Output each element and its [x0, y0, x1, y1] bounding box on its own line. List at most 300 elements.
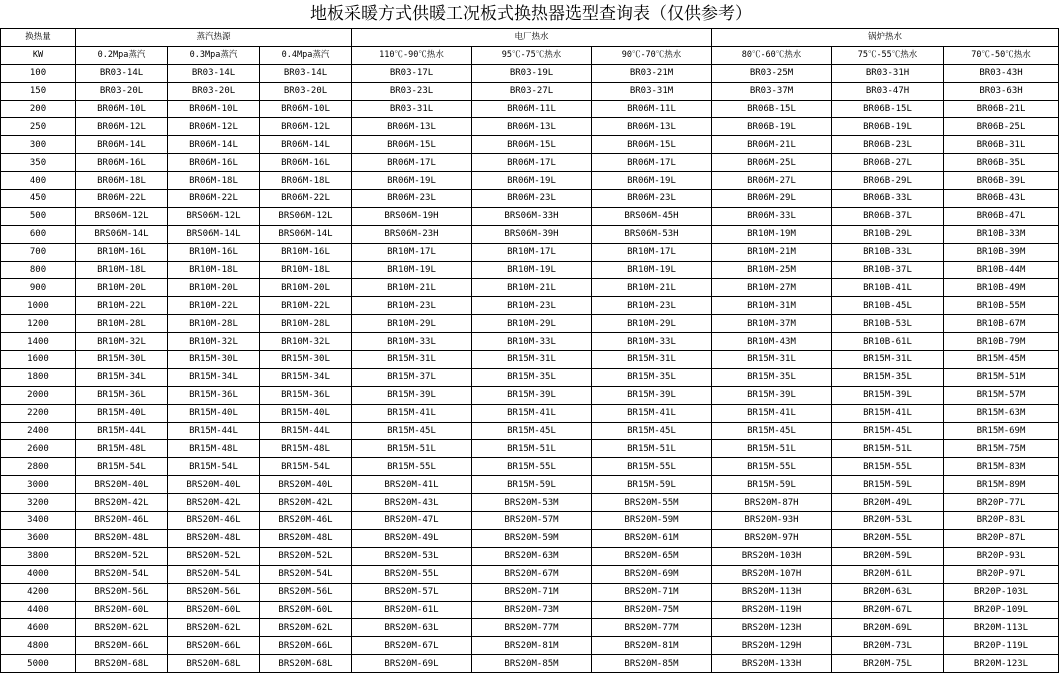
model-cell: BRS20M-57L	[352, 583, 472, 601]
model-cell: BR10M-21M	[712, 243, 832, 261]
model-cell: BRS20M-66L	[168, 637, 260, 655]
model-cell: BRS20M-85M	[472, 655, 592, 673]
model-cell: BR06M-21L	[712, 136, 832, 154]
model-cell: BR15M-34L	[260, 368, 352, 386]
heat-load-cell: 3200	[1, 494, 76, 512]
table-row	[1, 225, 1059, 243]
model-cell: BRS20M-62L	[260, 619, 352, 637]
model-cell: BR15M-31L	[832, 351, 944, 369]
model-cell: BR10B-67M	[944, 315, 1059, 333]
model-cell: BRS20M-103H	[712, 547, 832, 565]
heat-load-cell: 300	[1, 136, 76, 154]
model-cell: BRS20M-56L	[168, 583, 260, 601]
model-cell: BRS20M-53L	[352, 547, 472, 565]
model-cell: BR06B-19L	[832, 118, 944, 136]
model-cell: BRS20M-42L	[168, 494, 260, 512]
heat-load-cell: 4200	[1, 583, 76, 601]
model-cell: BRS20M-71M	[592, 583, 712, 601]
model-cell: BRS20M-60L	[76, 601, 168, 619]
model-cell: BRS20M-133H	[712, 655, 832, 673]
table-row	[1, 315, 1059, 333]
model-cell: BR10M-29L	[592, 315, 712, 333]
table-row	[1, 82, 1059, 100]
model-cell: BR10M-18L	[76, 261, 168, 279]
model-cell: BR15M-55L	[832, 458, 944, 476]
model-cell: BR10M-29L	[472, 315, 592, 333]
model-cell: BRS20M-77M	[472, 619, 592, 637]
heat-load-cell: 3600	[1, 529, 76, 547]
column-header-row	[1, 46, 1059, 64]
model-cell: BR15M-51M	[944, 368, 1059, 386]
model-cell: BR10B-29L	[832, 225, 944, 243]
heat-load-cell: 250	[1, 118, 76, 136]
model-cell: BR06B-35L	[944, 154, 1059, 172]
table-row	[1, 458, 1059, 476]
model-cell: BRS20M-42L	[76, 494, 168, 512]
table-row	[1, 386, 1059, 404]
model-cell: BR06M-27L	[712, 172, 832, 190]
model-cell: BR20M-55L	[832, 529, 944, 547]
heat-load-cell: 700	[1, 243, 76, 261]
model-cell: BRS20M-87H	[712, 494, 832, 512]
table-row	[1, 476, 1059, 494]
group-header-row	[1, 29, 1059, 47]
model-cell: BRS20M-81M	[592, 637, 712, 655]
model-cell: BR15M-59L	[832, 476, 944, 494]
model-cell: BR03-23L	[352, 82, 472, 100]
model-cell: BR06M-15L	[352, 136, 472, 154]
model-cell: BR06B-23L	[832, 136, 944, 154]
model-cell: BR06B-43L	[944, 190, 1059, 208]
model-cell: BR10B-49M	[944, 279, 1059, 297]
model-cell: BR06B-19L	[712, 118, 832, 136]
model-cell: BR06M-17L	[592, 154, 712, 172]
table-row	[1, 494, 1059, 512]
model-cell: BR20P-119L	[944, 637, 1059, 655]
model-cell: BR06M-13L	[472, 118, 592, 136]
model-cell: BR06M-19L	[592, 172, 712, 190]
heat-load-cell: 400	[1, 172, 76, 190]
model-cell: BR15M-45L	[832, 422, 944, 440]
model-cell: BRS06M-53H	[592, 225, 712, 243]
table-row	[1, 529, 1059, 547]
heat-load-cell: 350	[1, 154, 76, 172]
model-cell: BR10B-79M	[944, 333, 1059, 351]
unit-header-cell: KW	[1, 46, 76, 64]
model-cell: BRS20M-56L	[260, 583, 352, 601]
heat-load-cell: 2800	[1, 458, 76, 476]
model-cell: BR06B-27L	[832, 154, 944, 172]
model-cell: BR06B-15L	[832, 100, 944, 118]
model-cell: BRS20M-93H	[712, 512, 832, 530]
model-cell: BRS20M-40L	[168, 476, 260, 494]
model-cell: BR20M-73L	[832, 637, 944, 655]
model-cell: BRS20M-49L	[352, 529, 472, 547]
model-cell: BR15M-35L	[832, 368, 944, 386]
model-cell: BRS20M-59M	[472, 529, 592, 547]
model-cell: BR06M-11L	[472, 100, 592, 118]
model-cell: BR03-43H	[944, 64, 1059, 82]
model-cell: BR03-20L	[76, 82, 168, 100]
model-cell: BR10M-27M	[712, 279, 832, 297]
table-row	[1, 207, 1059, 225]
column-header: 70℃-50℃热水	[944, 46, 1059, 64]
heat-load-cell: 450	[1, 190, 76, 208]
heat-load-cell: 200	[1, 100, 76, 118]
table-row	[1, 565, 1059, 583]
model-cell: BR15M-44L	[76, 422, 168, 440]
heat-load-cell: 150	[1, 82, 76, 100]
heat-load-cell: 800	[1, 261, 76, 279]
heat-load-cell: 1000	[1, 297, 76, 315]
model-cell: BR10M-32L	[260, 333, 352, 351]
model-cell: BR03-14L	[260, 64, 352, 82]
model-cell: BR15M-45L	[712, 422, 832, 440]
model-cell: BR15M-41L	[472, 404, 592, 422]
model-cell: BR06M-19L	[472, 172, 592, 190]
model-cell: BR10M-16L	[168, 243, 260, 261]
model-cell: BRS06M-19H	[352, 207, 472, 225]
model-cell: BR06M-29L	[712, 190, 832, 208]
model-cell: BR15M-39L	[592, 386, 712, 404]
model-cell: BRS20M-63M	[472, 547, 592, 565]
heat-load-cell: 4000	[1, 565, 76, 583]
model-cell: BR15M-40L	[76, 404, 168, 422]
model-cell: BR06M-23L	[352, 190, 472, 208]
model-cell: BR15M-54L	[168, 458, 260, 476]
model-cell: BR06B-21L	[944, 100, 1059, 118]
model-cell: BRS20M-129H	[712, 637, 832, 655]
model-cell: BR15M-30L	[168, 351, 260, 369]
model-cell: BRS20M-123H	[712, 619, 832, 637]
model-cell: BR10M-20L	[260, 279, 352, 297]
model-cell: BR15M-31L	[472, 351, 592, 369]
model-cell: BRS06M-39H	[472, 225, 592, 243]
model-cell: BRS20M-57M	[472, 512, 592, 530]
model-cell: BRS20M-97H	[712, 529, 832, 547]
model-cell: BR10M-18L	[168, 261, 260, 279]
model-cell: BR10M-29L	[352, 315, 472, 333]
model-cell: BR10M-22L	[260, 297, 352, 315]
model-cell: BRS20M-54L	[76, 565, 168, 583]
heat-load-cell: 1400	[1, 333, 76, 351]
model-cell: BR10M-17L	[472, 243, 592, 261]
model-cell: BR10M-22L	[168, 297, 260, 315]
model-cell: BRS20M-60L	[168, 601, 260, 619]
model-cell: BR06M-10L	[168, 100, 260, 118]
model-cell: BR15M-37L	[352, 368, 472, 386]
model-cell: BR03-37M	[712, 82, 832, 100]
heat-load-cell: 100	[1, 64, 76, 82]
heat-load-cell: 3000	[1, 476, 76, 494]
model-cell: BR15M-51L	[712, 440, 832, 458]
heat-load-cell: 3800	[1, 547, 76, 565]
model-cell: BR15M-30L	[76, 351, 168, 369]
model-cell: BR10B-41L	[832, 279, 944, 297]
model-cell: BR15M-83M	[944, 458, 1059, 476]
column-header: 0.4Mpa蒸汽	[260, 46, 352, 64]
model-cell: BR03-25M	[712, 64, 832, 82]
model-cell: BR15M-40L	[168, 404, 260, 422]
model-cell: BR06M-18L	[168, 172, 260, 190]
group-steam-header: 蒸汽热源	[76, 29, 352, 47]
table-row	[1, 243, 1059, 261]
model-cell: BR10M-19L	[352, 261, 472, 279]
model-cell: BRS20M-52L	[168, 547, 260, 565]
table-row	[1, 118, 1059, 136]
table-row	[1, 297, 1059, 315]
model-cell: BR20M-53L	[832, 512, 944, 530]
heat-load-cell: 4400	[1, 601, 76, 619]
model-cell: BR06M-22L	[76, 190, 168, 208]
model-cell: BRS20M-54L	[260, 565, 352, 583]
model-cell: BRS20M-55L	[352, 565, 472, 583]
model-cell: BR06M-15L	[472, 136, 592, 154]
heat-load-cell: 2400	[1, 422, 76, 440]
heat-load-cell: 4800	[1, 637, 76, 655]
model-cell: BR15M-36L	[260, 386, 352, 404]
model-cell: BRS20M-46L	[168, 512, 260, 530]
model-cell: BRS20M-46L	[76, 512, 168, 530]
model-cell: BR15M-41L	[592, 404, 712, 422]
heat-load-cell: 5000	[1, 655, 76, 673]
model-cell: BR15M-34L	[168, 368, 260, 386]
model-cell: BRS20M-48L	[76, 529, 168, 547]
model-cell: BRS20M-71M	[472, 583, 592, 601]
model-cell: BRS20M-54L	[168, 565, 260, 583]
model-cell: BRS20M-69L	[352, 655, 472, 673]
table-row	[1, 136, 1059, 154]
model-cell: BR10B-53L	[832, 315, 944, 333]
model-cell: BRS20M-62L	[76, 619, 168, 637]
model-cell: BR03-20L	[260, 82, 352, 100]
model-cell: BRS20M-113H	[712, 583, 832, 601]
model-cell: BR06B-29L	[832, 172, 944, 190]
model-cell: BR03-20L	[168, 82, 260, 100]
model-cell: BRS20M-69M	[592, 565, 712, 583]
table-row	[1, 279, 1059, 297]
model-cell: BR10M-21L	[352, 279, 472, 297]
model-cell: BR15M-48L	[76, 440, 168, 458]
model-cell: BR20M-123L	[944, 655, 1059, 673]
model-cell: BR06M-16L	[260, 154, 352, 172]
model-cell: BR03-14L	[168, 64, 260, 82]
model-cell: BR20P-77L	[944, 494, 1059, 512]
model-cell: BR06M-10L	[260, 100, 352, 118]
model-cell: BRS20M-68L	[260, 655, 352, 673]
model-cell: BR15M-48L	[168, 440, 260, 458]
model-cell: BRS06M-33H	[472, 207, 592, 225]
model-cell: BR15M-35L	[472, 368, 592, 386]
model-cell: BRS20M-68L	[76, 655, 168, 673]
column-header: 0.3Mpa蒸汽	[168, 46, 260, 64]
model-cell: BRS06M-14L	[260, 225, 352, 243]
heat-load-cell: 1800	[1, 368, 76, 386]
model-cell: BR10M-19L	[592, 261, 712, 279]
model-cell: BRS06M-23H	[352, 225, 472, 243]
model-cell: BR20M-67L	[832, 601, 944, 619]
model-cell: BR15M-34L	[76, 368, 168, 386]
model-cell: BR06B-31L	[944, 136, 1059, 154]
model-cell: BR06B-47L	[944, 207, 1059, 225]
model-cell: BRS20M-53M	[472, 494, 592, 512]
table-row	[1, 547, 1059, 565]
model-cell: BR10M-31M	[712, 297, 832, 315]
group-boiler-water-header: 锅炉热水	[712, 29, 1059, 47]
model-cell: BR20M-63L	[832, 583, 944, 601]
model-cell: BRS20M-75M	[592, 601, 712, 619]
table-row	[1, 512, 1059, 530]
model-cell: BR15M-51L	[472, 440, 592, 458]
model-cell: BR03-63H	[944, 82, 1059, 100]
model-cell: BR20M-59L	[832, 547, 944, 565]
model-cell: BR15M-57M	[944, 386, 1059, 404]
model-cell: BRS20M-52L	[260, 547, 352, 565]
model-cell: BRS20M-48L	[168, 529, 260, 547]
load-header-cell: 换热量	[1, 29, 76, 47]
model-cell: BR15M-51L	[592, 440, 712, 458]
heat-load-cell: 4600	[1, 619, 76, 637]
model-cell: BR06M-16L	[168, 154, 260, 172]
model-cell: BR20P-109L	[944, 601, 1059, 619]
model-cell: BR15M-51L	[832, 440, 944, 458]
heat-load-cell: 900	[1, 279, 76, 297]
model-cell: BR15M-41L	[832, 404, 944, 422]
table-row	[1, 655, 1059, 673]
model-cell: BR10M-32L	[168, 333, 260, 351]
model-cell: BR15M-36L	[168, 386, 260, 404]
model-cell: BR06M-12L	[76, 118, 168, 136]
model-cell: BR10M-20L	[76, 279, 168, 297]
model-cell: BRS20M-73M	[472, 601, 592, 619]
column-header: 75℃-55℃热水	[832, 46, 944, 64]
model-cell: BR15M-31L	[592, 351, 712, 369]
heat-load-cell: 1600	[1, 351, 76, 369]
table-row	[1, 583, 1059, 601]
model-cell: BR03-31H	[832, 64, 944, 82]
model-cell: BR06M-18L	[76, 172, 168, 190]
model-cell: BRS20M-41L	[352, 476, 472, 494]
model-cell: BRS20M-81M	[472, 637, 592, 655]
table-row	[1, 637, 1059, 655]
model-cell: BR10B-45L	[832, 297, 944, 315]
model-cell: BRS20M-40L	[260, 476, 352, 494]
model-cell: BR06M-18L	[260, 172, 352, 190]
model-cell: BR06B-33L	[832, 190, 944, 208]
model-cell: BRS06M-12L	[260, 207, 352, 225]
model-cell: BR10M-33L	[592, 333, 712, 351]
model-cell: BR10M-25M	[712, 261, 832, 279]
model-cell: BR15M-39L	[712, 386, 832, 404]
model-cell: BR10M-20L	[168, 279, 260, 297]
model-cell: BR10M-17L	[592, 243, 712, 261]
model-cell: BR06M-33L	[712, 207, 832, 225]
model-cell: BRS20M-56L	[76, 583, 168, 601]
model-cell: BR20P-103L	[944, 583, 1059, 601]
model-cell: BR06M-14L	[168, 136, 260, 154]
model-cell: BRS20M-40L	[76, 476, 168, 494]
model-cell: BR03-17L	[352, 64, 472, 82]
model-cell: BR15M-55L	[352, 458, 472, 476]
model-cell: BRS20M-68L	[168, 655, 260, 673]
model-cell: BR03-14L	[76, 64, 168, 82]
table-row	[1, 619, 1059, 637]
model-cell: BR10M-33L	[472, 333, 592, 351]
model-cell: BR15M-39L	[472, 386, 592, 404]
model-cell: BR10M-19L	[472, 261, 592, 279]
selection-table	[0, 28, 1059, 673]
model-cell: BR15M-39L	[832, 386, 944, 404]
model-cell: BRS20M-52L	[76, 547, 168, 565]
model-cell: BRS20M-48L	[260, 529, 352, 547]
model-cell: BR15M-35L	[712, 368, 832, 386]
model-cell: BR06M-16L	[76, 154, 168, 172]
model-cell: BR15M-54L	[260, 458, 352, 476]
model-cell: BRS20M-42L	[260, 494, 352, 512]
model-cell: BR10M-16L	[76, 243, 168, 261]
model-cell: BR15M-59L	[592, 476, 712, 494]
model-cell: BR15M-45L	[352, 422, 472, 440]
model-cell: BR10M-23L	[352, 297, 472, 315]
model-cell: BR15M-54L	[76, 458, 168, 476]
model-cell: BRS20M-46L	[260, 512, 352, 530]
model-cell: BR20M-49L	[832, 494, 944, 512]
model-cell: BRS06M-12L	[76, 207, 168, 225]
model-cell: BR10B-44M	[944, 261, 1059, 279]
model-cell: BR10M-43M	[712, 333, 832, 351]
model-cell: BR10B-37L	[832, 261, 944, 279]
column-header: 80℃-60℃热水	[712, 46, 832, 64]
model-cell: BRS06M-12L	[168, 207, 260, 225]
model-cell: BR03-19L	[472, 64, 592, 82]
model-cell: BR10M-21L	[472, 279, 592, 297]
model-cell: BR15M-59L	[472, 476, 592, 494]
table-row	[1, 190, 1059, 208]
model-cell: BR15M-55L	[592, 458, 712, 476]
model-cell: BR10M-37M	[712, 315, 832, 333]
model-cell: BRS20M-66L	[260, 637, 352, 655]
model-cell: BR15M-45L	[472, 422, 592, 440]
heat-load-cell: 500	[1, 207, 76, 225]
model-cell: BRS06M-14L	[168, 225, 260, 243]
model-cell: BR15M-31L	[352, 351, 472, 369]
model-cell: BR06M-13L	[592, 118, 712, 136]
model-cell: BRS20M-119H	[712, 601, 832, 619]
model-cell: BR15M-30L	[260, 351, 352, 369]
model-cell: BRS20M-47L	[352, 512, 472, 530]
model-cell: BR03-27L	[472, 82, 592, 100]
model-cell: BR15M-75M	[944, 440, 1059, 458]
model-cell: BR06M-23L	[592, 190, 712, 208]
table-row	[1, 601, 1059, 619]
model-cell: BR20P-83L	[944, 512, 1059, 530]
model-cell: BR10B-33M	[944, 225, 1059, 243]
model-cell: BR06M-17L	[352, 154, 472, 172]
model-cell: BRS20M-55M	[592, 494, 712, 512]
model-cell: BRS20M-67L	[352, 637, 472, 655]
model-cell: BR15M-40L	[260, 404, 352, 422]
table-row	[1, 172, 1059, 190]
model-cell: BR06B-37L	[832, 207, 944, 225]
model-cell: BR06M-11L	[592, 100, 712, 118]
model-cell: BR15M-41L	[352, 404, 472, 422]
model-cell: BR15M-69M	[944, 422, 1059, 440]
model-cell: BR15M-41L	[712, 404, 832, 422]
model-cell: BR06M-13L	[352, 118, 472, 136]
table-row	[1, 100, 1059, 118]
model-cell: BR06B-15L	[712, 100, 832, 118]
model-cell: BR10M-28L	[168, 315, 260, 333]
